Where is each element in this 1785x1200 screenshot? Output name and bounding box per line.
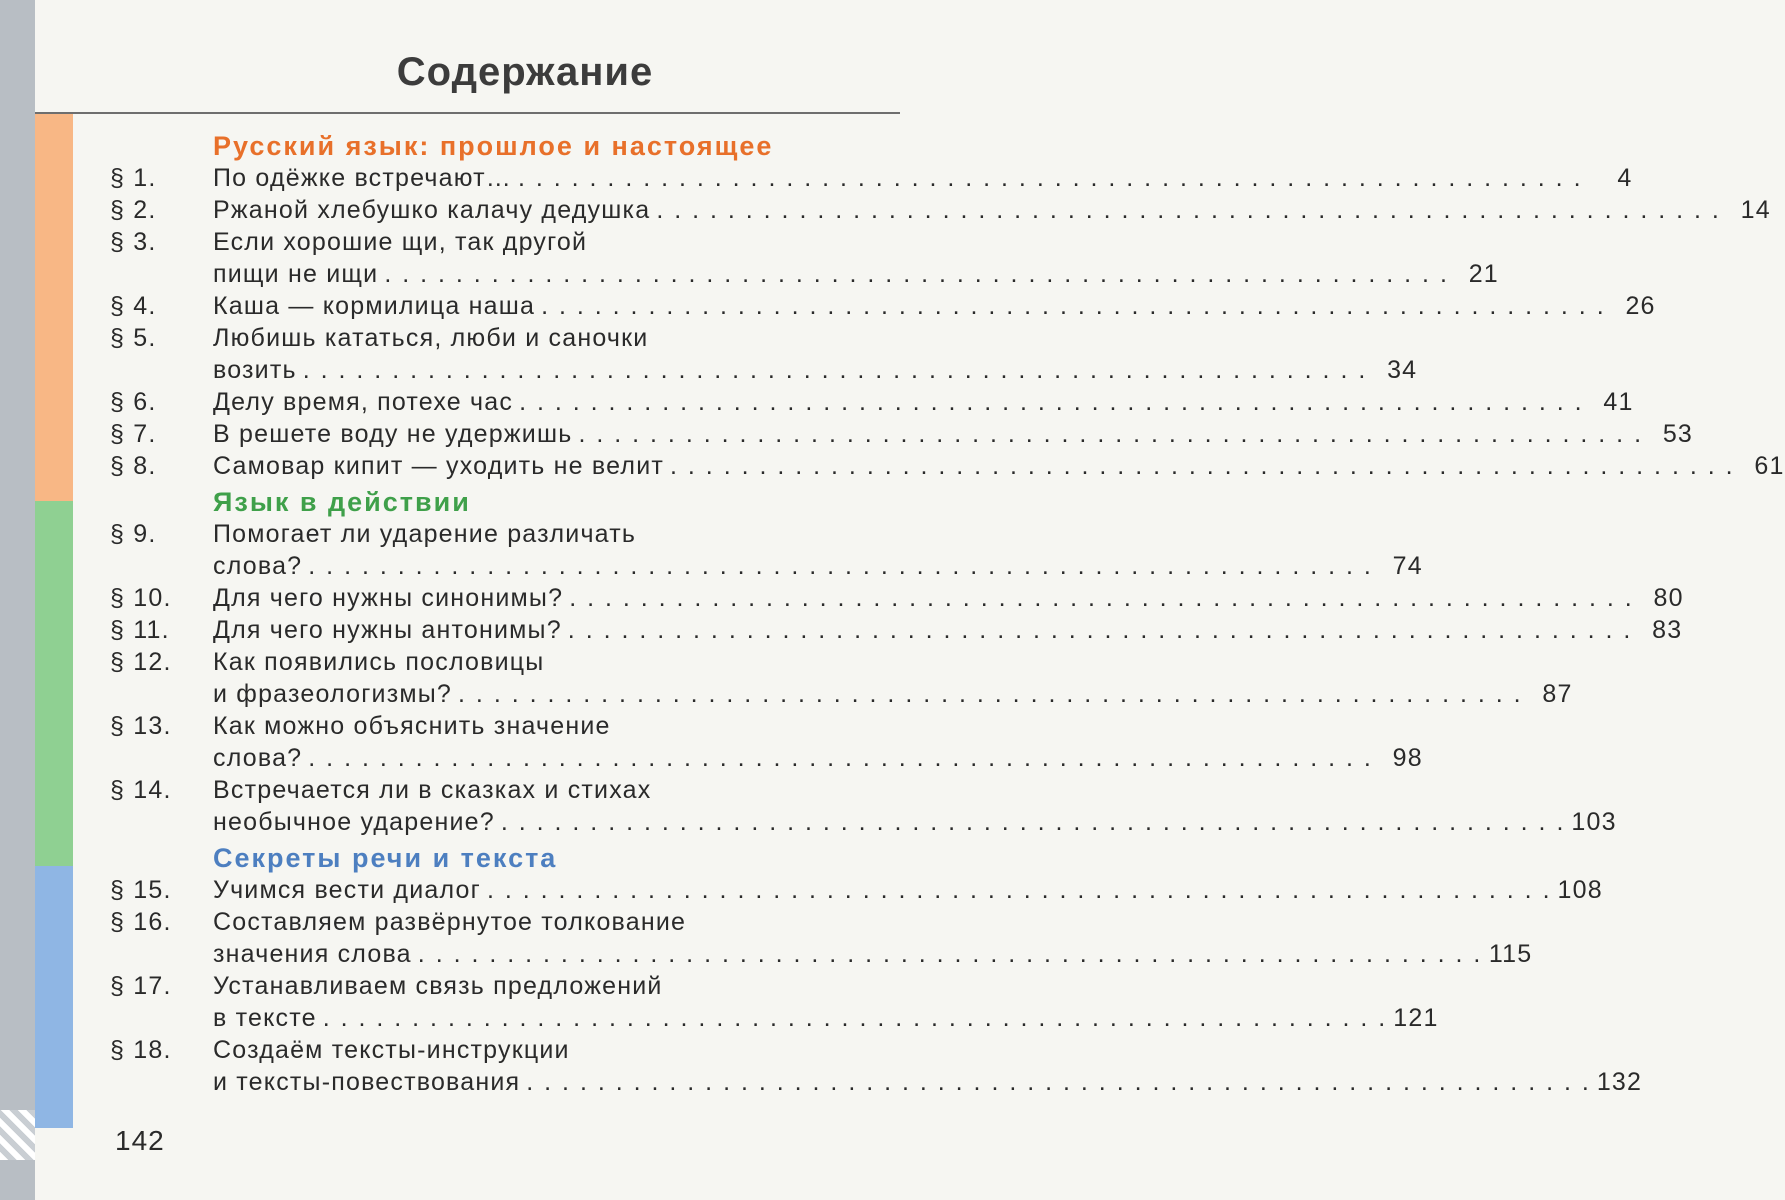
toc-entry <box>110 194 1771 226</box>
paragraph-number: § 13. <box>110 712 172 740</box>
paragraph-number: § 18. <box>110 1036 172 1064</box>
toc-entry <box>110 322 1418 386</box>
page-reference: 14 <box>1740 196 1771 224</box>
page-reference: 26 <box>1625 292 1656 320</box>
toc-entry <box>110 1034 1643 1098</box>
section-color-band-3 <box>35 866 73 1128</box>
dot-leader <box>303 354 1368 386</box>
section-heading: Русский язык: прошлое и настоящее <box>213 131 774 161</box>
dot-leader <box>384 258 1449 290</box>
dot-leader <box>458 678 1523 710</box>
dot-leader <box>308 742 1373 774</box>
entry-title-text: Если хорошие щи, так другой <box>213 228 588 256</box>
dot-leader <box>541 290 1606 322</box>
page-reference: 21 <box>1468 260 1499 288</box>
paragraph-number: § 1. <box>110 164 157 192</box>
toc-entry <box>110 614 1683 646</box>
page-reference: 132 <box>1596 1068 1643 1096</box>
toc-entry <box>110 774 1617 838</box>
page-reference: 53 <box>1662 420 1694 448</box>
entry-title-text: возить <box>213 356 297 384</box>
toc-entry <box>110 418 1694 450</box>
entry-title-text: и тексты-повествования <box>213 1068 521 1096</box>
paragraph-number: § 9. <box>110 520 157 548</box>
page-reference: 34 <box>1387 356 1418 384</box>
paragraph-number: § 6. <box>110 388 157 416</box>
paragraph-number: § 14. <box>110 776 172 804</box>
entry-title-text: пищи не ищи <box>213 260 379 288</box>
section-color-band-1 <box>35 113 73 501</box>
page-reference: 121 <box>1393 1004 1439 1032</box>
page-reference: 61 <box>1754 452 1785 480</box>
dot-leader <box>418 938 1483 970</box>
entry-title-text: В решете воду не удержишь <box>213 420 573 448</box>
entry-title-text: Для чего нужны антонимы? <box>213 616 562 644</box>
paragraph-number: § 4. <box>110 292 157 320</box>
toc-entry <box>110 226 1499 290</box>
entry-title-text: Как появились пословицы <box>213 648 545 676</box>
page-title: Содержание <box>396 50 654 94</box>
entry-title-text: Устанавливаем связь предложений <box>213 972 663 1000</box>
entry-title-text: и фразеологизмы? <box>213 680 453 708</box>
toc-entry <box>110 450 1785 482</box>
dot-leader <box>656 194 1721 226</box>
page-reference: 103 <box>1571 808 1617 836</box>
page-reference: 115 <box>1488 940 1533 968</box>
section-color-band-2 <box>35 501 73 866</box>
paragraph-number: § 16. <box>110 908 172 936</box>
entry-title-text: По одёжке встречают… <box>213 164 512 192</box>
toc-entry <box>110 906 1533 970</box>
toc-entry <box>110 874 1603 906</box>
page-reference: 83 <box>1652 616 1683 644</box>
entry-title-text: Учимся вести диалог <box>213 876 481 904</box>
toc-entry <box>110 290 1656 322</box>
toc-entry <box>110 646 1573 710</box>
dot-leader <box>578 418 1643 450</box>
toc-entry <box>110 518 1423 582</box>
paragraph-number: § 2. <box>110 196 157 224</box>
entry-title-text: значения слова <box>213 940 412 968</box>
entry-title-text: Помогает ли ударение различать <box>213 520 637 548</box>
paragraph-number: § 15. <box>110 876 172 904</box>
paragraph-number: § 10. <box>110 584 172 612</box>
entry-title-text: Ржаной хлебушко калачу дедушка <box>213 196 651 224</box>
dot-leader <box>670 450 1735 482</box>
entry-title-text: Делу время, потехе час <box>213 388 514 416</box>
header-rule <box>35 112 900 114</box>
page-reference: 74 <box>1392 552 1423 580</box>
paragraph-number: § 8. <box>110 452 157 480</box>
table-of-contents <box>110 130 1785 1098</box>
dot-leader <box>569 582 1634 614</box>
entry-title-text: Для чего нужны синонимы? <box>213 584 564 612</box>
page-reference: 87 <box>1542 680 1573 708</box>
page-number: 142 <box>115 1125 165 1156</box>
entry-title-text: Встречается ли в сказках и стихах <box>213 776 652 804</box>
section-heading: Язык в действии <box>213 487 471 517</box>
paragraph-number: § 7. <box>110 420 157 448</box>
page-reference: 41 <box>1603 388 1634 416</box>
page-reference: 80 <box>1653 584 1684 612</box>
entry-title-text: Любишь кататься, люби и саночки <box>213 324 649 352</box>
page-reference: 108 <box>1557 876 1603 904</box>
dot-leader <box>487 874 1552 906</box>
dot-leader <box>308 550 1373 582</box>
entry-title-text: Как можно объяснить значение <box>213 712 611 740</box>
dot-leader <box>568 614 1633 646</box>
paragraph-number: § 12. <box>110 648 172 676</box>
entry-title-text: слова? <box>213 744 303 772</box>
dot-leader <box>519 386 1584 418</box>
page-reference: 4 <box>1617 164 1633 192</box>
entry-title-text: слова? <box>213 552 303 580</box>
paragraph-number: § 11. <box>110 616 170 644</box>
entry-title-text: Составляем развёрнутое толкование <box>213 908 687 936</box>
dot-leader <box>323 1002 1388 1034</box>
entry-title-text: Самовар кипит — уходить не велит <box>213 452 665 480</box>
toc-entry <box>110 386 1634 418</box>
section-heading: Секреты речи и текста <box>213 843 558 873</box>
page-reference: 98 <box>1392 744 1423 772</box>
entry-title-text: в тексте <box>213 1004 317 1032</box>
entry-title-text: необычное ударение? <box>213 808 495 836</box>
decorative-side-strip <box>0 0 35 1200</box>
toc-entry <box>110 582 1684 614</box>
toc-entry <box>110 710 1423 774</box>
entry-title-text: Создаём тексты-инструкции <box>213 1036 570 1064</box>
paragraph-number: § 5. <box>110 324 157 352</box>
entry-title-text: Каша — кормилица наша <box>213 292 536 320</box>
dot-leader <box>518 162 1583 194</box>
paragraph-number: § 17. <box>110 972 172 1000</box>
dot-leader <box>526 1066 1591 1098</box>
paragraph-number: § 3. <box>110 228 157 256</box>
toc-entry <box>110 970 1439 1034</box>
toc-entry <box>110 162 1633 194</box>
dot-leader <box>501 806 1566 838</box>
